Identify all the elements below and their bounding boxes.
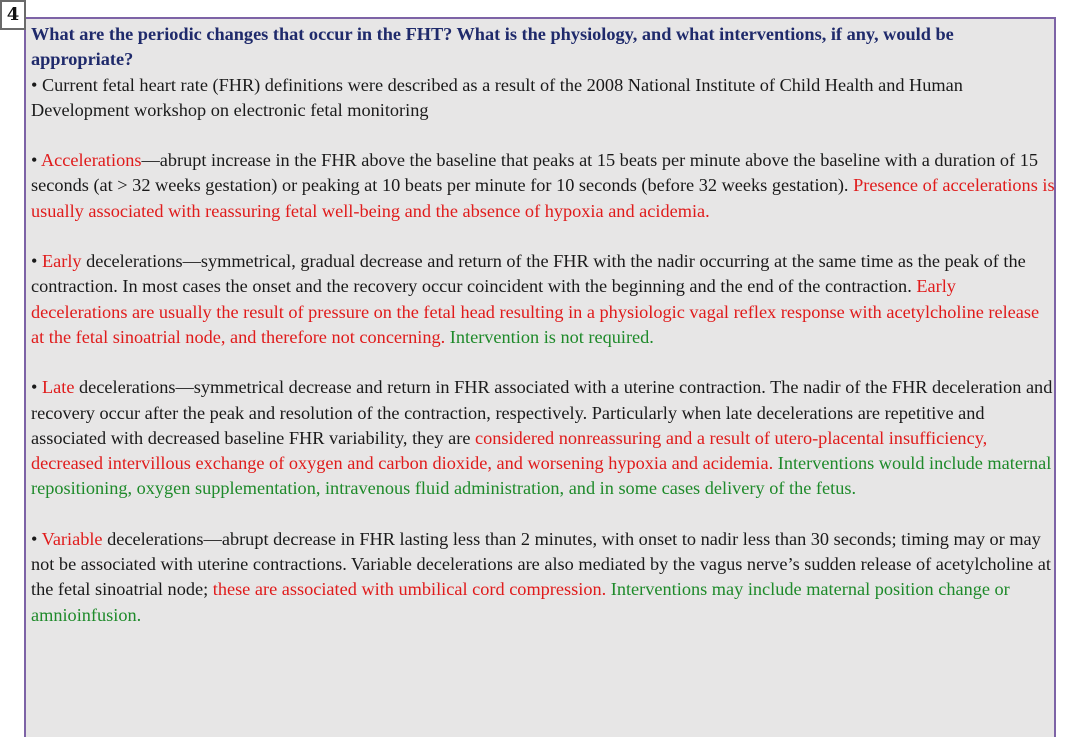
question-heading: What are the periodic changes that occur in the FHT? What is the physiology, and what interventions, if any, would be appropriate?	[31, 24, 954, 70]
late-paragraph	[31, 375, 1055, 501]
late-significance: considered nonreassuring and a result of utero-placental insufficiency, decreased intervillous exchange of oxygen and carbon dioxide, and worsening hypoxia and acidemia.	[31, 427, 988, 474]
accelerations-significance: Presence of accelerations is usually associated with reassuring fetal well-being and the absence of hypoxia and acidemia.	[31, 175, 1055, 221]
variable-definition: decelerations—abrupt decrease in FHR lasting less than 2 minutes, with onset to nadir less than 30 seconds; timing may or may not be associated with uterine contractions. Variable decelerations are also mediated by the vagus nerve’s sudden release of acetylcholine at the fetal sinoatrial node;	[31, 528, 1051, 600]
accelerations-bullet: •	[31, 150, 41, 171]
slide-number: 4	[0, 0, 26, 30]
early-bullet: •	[31, 251, 42, 272]
early-definition: decelerations—symmetrical, gradual decrease and return of the FHR with the nadir occurring at the same time as the peak of the contraction. In most cases the onset and the recovery occur coincident with the beginning and the end of the contraction.	[31, 251, 1026, 297]
accelerations-term: Accelerations	[40, 150, 142, 171]
late-term: Late	[41, 377, 75, 398]
accelerations-paragraph	[31, 148, 1055, 224]
variable-term: Variable	[41, 528, 103, 549]
intro-paragraph: • Current fetal heart rate (FHR) definitions were described as a result of the 2008 National Institute of Child Health and Human Development workshop on electronic fetal monitoring	[31, 74, 963, 120]
early-term: Early	[41, 251, 82, 272]
variable-intervention: Interventions may include maternal position change or amnioinfusion.	[31, 579, 1010, 625]
late-bullet: •	[31, 377, 42, 398]
early-significance: Early decelerations are usually the result of pressure on the fetal head resulting in a physiologic vagal reflex response with acetylcholine release at the fetal sinoatrial node, and therefore not concerning.	[31, 276, 1040, 347]
variable-significance: these are associated with umbilical cord compression.	[212, 579, 611, 600]
late-intervention: Interventions would include maternal repositioning, oxygen supplementation, intravenous fluid administration, and in some cases delivery of the fetus.	[31, 453, 1052, 499]
variable-paragraph	[31, 527, 1055, 628]
late-definition: decelerations—symmetrical decrease and return in FHR associated with a uterine contraction. The nadir of the FHR deceleration and recovery occur after the peak and resolution of the contraction, respectively. Particularly when late decelerations are repetitive and associated with decreased baseline FHR variability, they are	[31, 377, 1053, 448]
slide-content	[31, 22, 1055, 628]
early-paragraph	[31, 249, 1055, 350]
accelerations-definition: —abrupt increase in the FHR above the baseline that peaks at 15 beats per minute above the baseline with a duration of 15 seconds (at > 32 weeks gestation) or peaking at 10 beats per minute for 10 seconds (before 32 weeks gestation).	[31, 150, 1038, 196]
early-intervention: Intervention is not required.	[449, 326, 654, 347]
variable-bullet: •	[31, 528, 42, 549]
